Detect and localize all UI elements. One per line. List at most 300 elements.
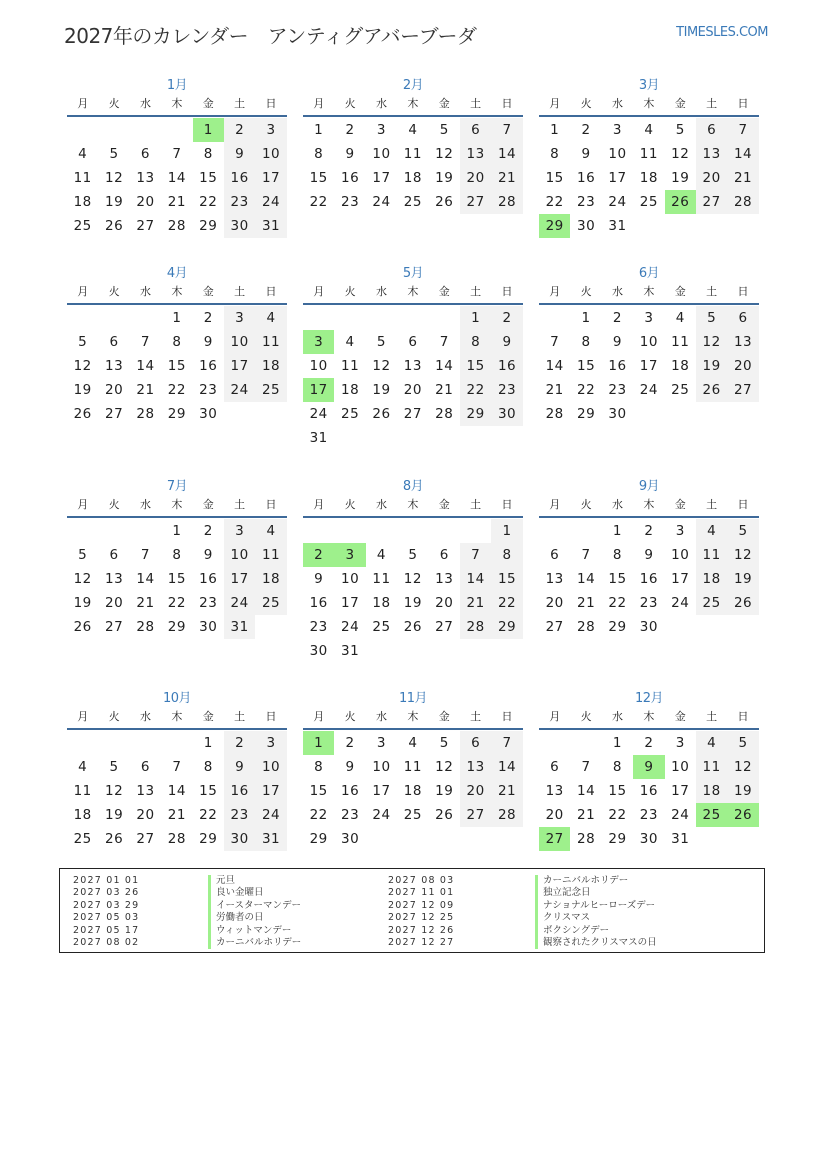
- day-cell: 21: [136, 382, 155, 398]
- day-cell: 26: [727, 591, 758, 615]
- holiday-cell: 3: [334, 543, 365, 567]
- day-cell: 23: [639, 807, 658, 823]
- holiday-name: クリスマス: [535, 912, 657, 924]
- day-cell: 4: [644, 122, 654, 138]
- weekday-label: 水: [139, 97, 151, 110]
- day-cell: 29: [608, 831, 627, 847]
- day-cell: 23: [639, 595, 658, 611]
- day-cell: 16: [576, 170, 596, 186]
- day-cell: 25: [403, 807, 422, 823]
- holiday-name: 観察されたクリスマスの日: [535, 937, 657, 949]
- day-cell: 8: [203, 759, 213, 775]
- day-cell: 10: [340, 571, 360, 587]
- weekday-label: 月: [549, 285, 561, 298]
- day-cell: 27: [435, 619, 454, 635]
- weekday-label: 日: [501, 498, 513, 511]
- day-cell: 30: [199, 619, 218, 635]
- day-cell: 24: [372, 194, 391, 210]
- weekday-label: 水: [375, 285, 387, 298]
- empty-cell: [161, 118, 192, 142]
- empty-cell: [429, 519, 460, 543]
- weekday-label: 土: [470, 285, 482, 298]
- day-cell: 27: [727, 378, 758, 402]
- day-cell: 7: [439, 334, 449, 350]
- day-cell: 27: [460, 190, 491, 214]
- day-cell: 4: [675, 310, 685, 326]
- day-cell: 17: [671, 571, 690, 587]
- day-cell: 5: [408, 547, 418, 563]
- day-cell: 8: [581, 334, 591, 350]
- month-name: 5月: [402, 266, 424, 281]
- day-grid: [539, 306, 759, 426]
- day-cell: 29: [460, 402, 491, 426]
- day-cell: 11: [73, 783, 92, 799]
- day-cell: 26: [73, 619, 92, 635]
- weekday-header: [539, 96, 759, 117]
- day-cell: 2: [345, 735, 355, 751]
- weekday-header: [539, 497, 759, 518]
- day-cell: 26: [104, 831, 124, 847]
- day-cell: 11: [255, 330, 286, 354]
- empty-cell: [130, 519, 161, 543]
- month-name: 1月: [166, 78, 188, 93]
- day-cell: 3: [255, 731, 286, 755]
- day-cell: 1: [203, 735, 213, 751]
- empty-cell: [397, 519, 428, 543]
- day-cell: 18: [403, 170, 422, 186]
- day-cell: 27: [696, 190, 727, 214]
- day-cell: 12: [671, 146, 690, 162]
- day-cell: 9: [224, 755, 255, 779]
- weekday-label: 水: [375, 710, 387, 723]
- empty-cell: [460, 519, 491, 543]
- day-cell: 24: [255, 803, 286, 827]
- day-cell: 21: [460, 591, 491, 615]
- month-12: [539, 687, 759, 851]
- day-cell: 7: [172, 146, 182, 162]
- day-cell: 18: [639, 170, 658, 186]
- day-cell: 16: [639, 571, 658, 587]
- day-cell: 16: [340, 170, 360, 186]
- day-cell: 15: [545, 170, 564, 186]
- day-cell: 15: [576, 358, 596, 374]
- day-grid: [303, 519, 523, 663]
- day-cell: 10: [671, 547, 690, 563]
- day-cell: 21: [576, 595, 596, 611]
- weekday-label: 木: [407, 285, 419, 298]
- day-cell: 16: [340, 783, 360, 799]
- weekday-label: 火: [580, 498, 592, 511]
- empty-cell: [67, 731, 98, 755]
- day-cell: 1: [612, 735, 623, 751]
- day-cell: 18: [671, 358, 690, 374]
- holiday-legend: [59, 868, 765, 953]
- day-cell: 23: [199, 382, 218, 398]
- day-cell: 5: [78, 547, 88, 563]
- day-cell: 26: [435, 807, 454, 823]
- empty-cell: [570, 731, 601, 755]
- day-cell: 16: [491, 354, 522, 378]
- day-cell: 20: [696, 166, 727, 190]
- day-cell: 24: [255, 190, 286, 214]
- day-cell: 20: [104, 382, 124, 398]
- day-cell: 23: [309, 619, 328, 635]
- holiday-date: 2027 05 03: [73, 912, 140, 924]
- weekday-label: 月: [77, 710, 89, 723]
- day-cell: 30: [576, 218, 596, 234]
- empty-cell: [429, 306, 460, 330]
- day-cell: 8: [172, 547, 182, 563]
- day-cell: 9: [612, 334, 623, 350]
- day-cell: 17: [255, 779, 286, 803]
- weekday-label: 金: [674, 285, 686, 298]
- day-cell: 27: [104, 406, 124, 422]
- day-cell: 3: [224, 519, 255, 543]
- month-name: 7月: [166, 479, 188, 494]
- day-cell: 4: [255, 519, 286, 543]
- day-cell: 29: [199, 218, 218, 234]
- day-cell: 13: [104, 358, 124, 374]
- day-cell: 30: [309, 643, 328, 659]
- day-cell: 27: [136, 218, 155, 234]
- empty-cell: [130, 118, 161, 142]
- day-cell: 7: [491, 118, 522, 142]
- day-cell: 4: [78, 759, 88, 775]
- holiday-cell: 9: [633, 755, 664, 779]
- day-cell: 19: [671, 170, 690, 186]
- day-cell: 17: [224, 567, 255, 591]
- day-cell: 6: [408, 334, 418, 350]
- day-cell: 9: [644, 547, 654, 563]
- day-cell: 14: [167, 783, 186, 799]
- day-cell: 12: [727, 755, 758, 779]
- holiday-name: ウィットマンデー: [208, 925, 301, 937]
- day-cell: 2: [224, 731, 255, 755]
- day-cell: 13: [460, 755, 491, 779]
- weekday-label: 火: [580, 710, 592, 723]
- holiday-cell: 26: [665, 190, 696, 214]
- weekday-label: 金: [674, 97, 686, 110]
- weekday-label: 金: [202, 710, 214, 723]
- day-cell: 23: [608, 382, 627, 398]
- month-7: [67, 475, 287, 639]
- holiday-date: 2027 11 01: [388, 887, 455, 899]
- weekday-label: 水: [375, 498, 387, 511]
- day-cell: 11: [340, 358, 360, 374]
- holiday-date: 2027 08 02: [73, 937, 140, 949]
- day-cell: 3: [376, 735, 387, 751]
- day-cell: 27: [104, 619, 124, 635]
- day-cell: 10: [224, 330, 255, 354]
- day-cell: 23: [224, 803, 255, 827]
- weekday-label: 木: [643, 285, 655, 298]
- day-cell: 15: [167, 358, 186, 374]
- weekday-header: [303, 497, 523, 518]
- day-cell: 16: [224, 166, 255, 190]
- day-cell: 25: [639, 194, 658, 210]
- day-cell: 25: [255, 591, 286, 615]
- day-cell: 22: [167, 382, 186, 398]
- holiday-cell: 1: [193, 118, 224, 142]
- day-cell: 22: [309, 807, 328, 823]
- weekday-header: [67, 284, 287, 305]
- weekday-label: 月: [549, 710, 561, 723]
- day-cell: 12: [104, 783, 124, 799]
- day-cell: 13: [545, 783, 564, 799]
- weekday-label: 土: [470, 710, 482, 723]
- weekday-label: 月: [313, 498, 325, 511]
- weekday-label: 火: [580, 285, 592, 298]
- day-cell: 11: [671, 334, 690, 350]
- day-cell: 12: [73, 571, 92, 587]
- day-grid: [303, 731, 523, 851]
- day-cell: 18: [255, 354, 286, 378]
- day-cell: 9: [314, 571, 324, 587]
- day-cell: 18: [696, 567, 727, 591]
- day-cell: 3: [644, 310, 654, 326]
- weekday-header: [539, 284, 759, 305]
- day-cell: 1: [460, 306, 491, 330]
- day-cell: 13: [136, 170, 155, 186]
- weekday-label: 月: [313, 97, 325, 110]
- day-cell: 1: [581, 310, 591, 326]
- day-cell: 16: [639, 783, 658, 799]
- day-cell: 5: [727, 519, 758, 543]
- month-2: [303, 74, 523, 214]
- holiday-name: イースターマンデー: [208, 900, 301, 912]
- holiday-name: カーニバルホリデー: [208, 937, 301, 949]
- empty-cell: [303, 519, 334, 543]
- day-cell: 11: [372, 571, 391, 587]
- day-cell: 2: [612, 310, 623, 326]
- day-cell: 29: [199, 831, 218, 847]
- empty-cell: [67, 118, 98, 142]
- weekday-label: 金: [202, 285, 214, 298]
- day-cell: 31: [340, 643, 360, 659]
- weekday-header: [303, 284, 523, 305]
- day-cell: 20: [545, 595, 564, 611]
- day-cell: 17: [639, 358, 658, 374]
- day-grid: [303, 306, 523, 450]
- day-cell: 24: [671, 807, 690, 823]
- day-cell: 30: [491, 402, 522, 426]
- empty-cell: [98, 306, 129, 330]
- legend-right-names: [535, 875, 657, 949]
- day-cell: 4: [408, 122, 418, 138]
- day-cell: 12: [696, 330, 727, 354]
- day-cell: 8: [314, 759, 324, 775]
- day-cell: 31: [309, 430, 328, 446]
- weekday-label: 火: [108, 498, 120, 511]
- weekday-label: 月: [313, 710, 325, 723]
- day-cell: 9: [581, 146, 591, 162]
- weekday-header: [539, 709, 759, 730]
- day-cell: 7: [491, 731, 522, 755]
- day-cell: 31: [224, 615, 255, 639]
- weekday-label: 木: [407, 498, 419, 511]
- day-cell: 4: [345, 334, 355, 350]
- day-cell: 2: [224, 118, 255, 142]
- weekday-label: 木: [407, 97, 419, 110]
- day-cell: 16: [608, 358, 627, 374]
- empty-cell: [366, 519, 397, 543]
- day-cell: 17: [372, 170, 391, 186]
- day-cell: 30: [639, 831, 658, 847]
- day-cell: 2: [203, 310, 213, 326]
- day-cell: 10: [372, 146, 391, 162]
- day-cell: 14: [491, 755, 522, 779]
- day-cell: 10: [255, 142, 286, 166]
- day-grid: [303, 118, 523, 214]
- month-11: [303, 687, 523, 851]
- day-cell: 17: [608, 170, 627, 186]
- day-cell: 15: [167, 571, 186, 587]
- day-cell: 19: [372, 382, 391, 398]
- day-cell: 6: [696, 118, 727, 142]
- day-cell: 22: [199, 807, 218, 823]
- weekday-label: 土: [234, 97, 246, 110]
- day-cell: 16: [224, 779, 255, 803]
- month-5: [303, 262, 523, 450]
- day-cell: 15: [199, 170, 218, 186]
- weekday-header: [67, 497, 287, 518]
- weekday-label: 木: [407, 710, 419, 723]
- empty-cell: [334, 519, 365, 543]
- weekday-header: [67, 709, 287, 730]
- day-cell: 19: [727, 779, 758, 803]
- legend-right-dates: [388, 875, 454, 949]
- day-cell: 4: [696, 519, 727, 543]
- day-cell: 24: [639, 382, 658, 398]
- holiday-name: ナショナルヒーローズデー: [535, 900, 657, 912]
- day-cell: 19: [403, 595, 422, 611]
- weekday-label: 金: [674, 710, 686, 723]
- weekday-label: 火: [108, 97, 120, 110]
- day-cell: 23: [576, 194, 596, 210]
- day-cell: 12: [73, 358, 92, 374]
- weekday-header: [303, 96, 523, 117]
- day-cell: 5: [727, 731, 758, 755]
- day-cell: 20: [545, 807, 564, 823]
- day-cell: 21: [576, 807, 596, 823]
- holiday-cell: 1: [303, 731, 334, 755]
- weekday-header: [303, 709, 523, 730]
- weekday-label: 木: [643, 97, 655, 110]
- day-cell: 6: [727, 306, 758, 330]
- weekday-label: 金: [438, 97, 450, 110]
- holiday-date: 2027 03 26: [73, 887, 140, 899]
- day-cell: 26: [104, 218, 124, 234]
- day-cell: 3: [255, 118, 286, 142]
- day-cell: 28: [576, 619, 596, 635]
- day-cell: 10: [224, 543, 255, 567]
- empty-cell: [67, 519, 98, 543]
- day-cell: 22: [545, 194, 564, 210]
- empty-cell: [539, 519, 570, 543]
- weekday-label: 日: [265, 285, 277, 298]
- day-cell: 10: [372, 759, 391, 775]
- weekday-label: 月: [549, 97, 561, 110]
- day-cell: 6: [550, 547, 560, 563]
- weekday-label: 土: [470, 97, 482, 110]
- day-cell: 7: [140, 547, 151, 563]
- weekday-label: 土: [706, 285, 718, 298]
- day-cell: 14: [545, 358, 564, 374]
- day-cell: 8: [172, 334, 182, 350]
- weekday-label: 水: [375, 97, 387, 110]
- day-cell: 24: [309, 406, 328, 422]
- empty-cell: [161, 731, 192, 755]
- day-cell: 17: [372, 783, 391, 799]
- weekday-label: 木: [643, 498, 655, 511]
- site-link[interactable]: TIMESLES.COM: [676, 25, 768, 40]
- month-9: [539, 475, 759, 639]
- month-name: 3月: [638, 78, 660, 93]
- holiday-name: 独立記念日: [535, 887, 657, 899]
- day-cell: 14: [491, 142, 522, 166]
- day-cell: 14: [576, 571, 596, 587]
- day-cell: 29: [576, 406, 596, 422]
- day-cell: 6: [550, 759, 560, 775]
- day-cell: 1: [314, 122, 324, 138]
- holiday-name: 労働者の日: [208, 912, 301, 924]
- holiday-date: 2027 08 03: [388, 875, 455, 886]
- weekday-label: 木: [643, 710, 655, 723]
- day-cell: 6: [140, 146, 151, 162]
- day-cell: 9: [203, 334, 213, 350]
- day-cell: 25: [73, 831, 92, 847]
- weekday-label: 日: [737, 498, 749, 511]
- day-cell: 23: [491, 378, 522, 402]
- day-cell: 2: [581, 122, 591, 138]
- page-title: 2027年のカレンダー アンティグアバーブーダ: [64, 24, 477, 48]
- month-name: 10月: [162, 691, 192, 706]
- weekday-label: 火: [344, 285, 356, 298]
- day-cell: 11: [696, 755, 727, 779]
- day-cell: 21: [545, 382, 564, 398]
- empty-cell: [67, 306, 98, 330]
- day-cell: 24: [608, 194, 627, 210]
- day-grid: [67, 731, 287, 851]
- day-cell: 14: [576, 783, 596, 799]
- day-cell: 14: [460, 567, 491, 591]
- day-cell: 12: [435, 146, 454, 162]
- weekday-label: 火: [344, 498, 356, 511]
- day-cell: 30: [340, 831, 360, 847]
- weekday-label: 水: [611, 97, 623, 110]
- day-cell: 3: [612, 122, 623, 138]
- month-3: [539, 74, 759, 238]
- day-cell: 9: [224, 142, 255, 166]
- month-1: [67, 74, 287, 238]
- day-cell: 27: [460, 803, 491, 827]
- day-cell: 18: [696, 779, 727, 803]
- day-cell: 27: [136, 831, 155, 847]
- day-cell: 17: [224, 354, 255, 378]
- holiday-date: 2027 05 17: [73, 924, 140, 936]
- holiday-date: 2027 12 09: [388, 899, 455, 911]
- holiday-cell: 3: [303, 330, 334, 354]
- day-cell: 28: [167, 831, 186, 847]
- weekday-label: 土: [234, 498, 246, 511]
- month-6: [539, 262, 759, 426]
- day-cell: 1: [491, 519, 522, 543]
- day-cell: 9: [345, 146, 355, 162]
- empty-cell: [366, 306, 397, 330]
- day-cell: 20: [460, 166, 491, 190]
- day-cell: 9: [491, 330, 522, 354]
- holiday-name: ボクシングデー: [535, 925, 657, 937]
